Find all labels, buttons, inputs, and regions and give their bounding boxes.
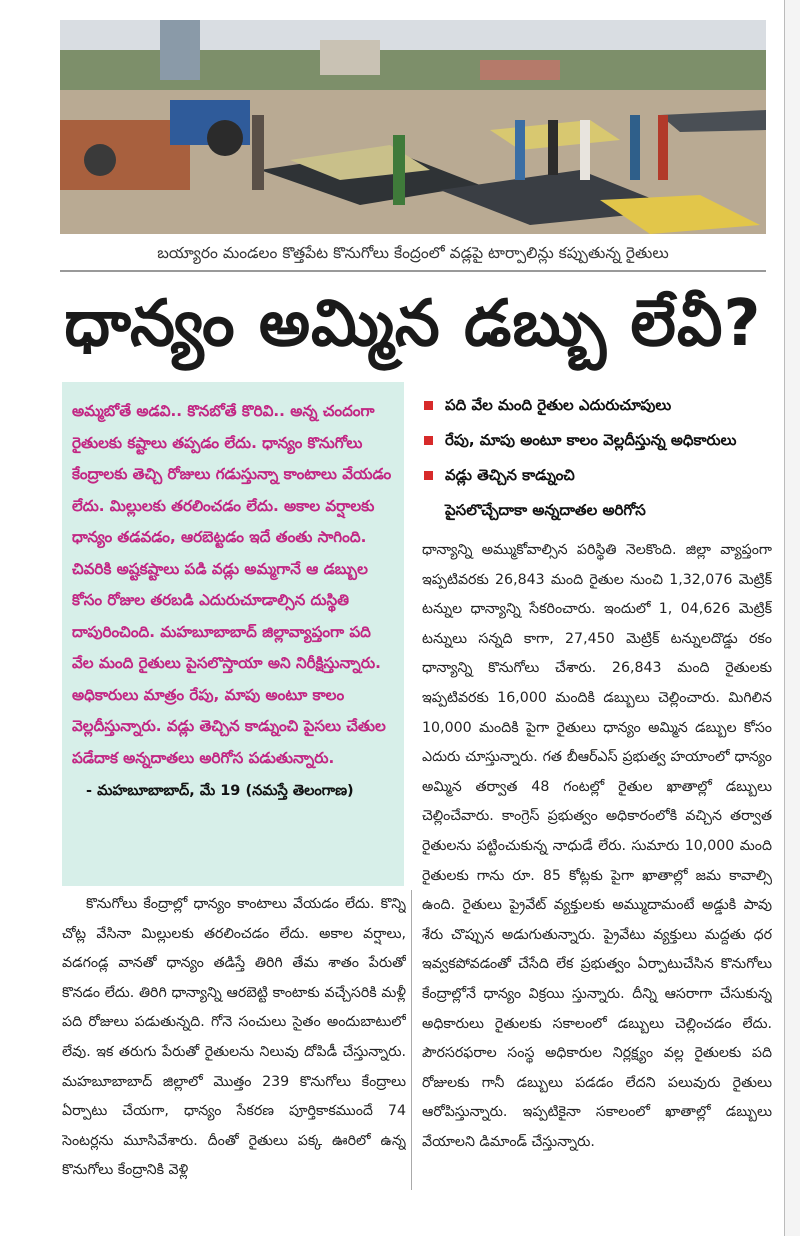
highlights-list <box>420 388 770 536</box>
article-column-left <box>62 890 406 1196</box>
article-column-right <box>422 536 772 1196</box>
highlight-text: పది వేల మంది రైతుల ఎదురుచూపులు <box>445 396 672 414</box>
bullet-square-icon <box>424 436 433 445</box>
bullet-square-icon <box>424 471 433 480</box>
photo-caption: బయ్యారం మండలం కొత్తపేట కొనుగోలు కేంద్రంలో వడ్లపై టార్పాలిన్లు కప్పుతున్న రైతులు <box>60 240 766 272</box>
headline: ధాన్యం అమ్మిన డబ్బు లేవీ? <box>64 286 762 361</box>
body-text-left: కొనుగోలు కేంద్రాల్లో ధాన్యం కాంటాలు వేయడం లేదు. కొన్ని చోట్ల వేసినా మిల్లులకు తరలించడం లేదు. అకాల వర్షాలు, వడగండ్ల వానతో ధాన్యం తడిస్తే తిరిగి తేమ శాతం పేరుతో కొనడం లేదు. తిరిగి ధాన్యాన్ని ఆరబెట్టి కాంటాకు వచ్చేసరికి మళ్లీ పది రోజులు పడుతున్నది. గోనె సంచులు సైతం అందుబాటులో లేవు. ఇక తరుగు పేరుతో రైతులను నిలువు దోపిడీ చేస్తున్నారు. మహబూబాబాద్ జిల్లాలో మొత్తం 239 కొనుగోలు కేంద్రాలు ఏర్పాటు చేయగా, ధాన్యం సేకరణ పూర్తికాకముందే 74 సెంటర్లను మూసివేశారు. దీంతో రైతులు పక్క ఊరిలో ఉన్న కొనుగోలు కేంద్రానికి వెళ్లి <box>62 896 406 1179</box>
dateline: - మహబూబాబాద్, మే 19 (నమస్తే తెలంగాణ) <box>86 783 354 799</box>
highlight-text-continued: పైసలొచ్చేదాకా అన్నదాతల అరిగోస <box>445 501 646 519</box>
intro-box <box>62 382 404 886</box>
highlight-item <box>420 423 770 458</box>
news-photo <box>60 20 766 234</box>
body-text-right: ధాన్యాన్ని అమ్ముకోవాల్సిన పరిస్థితి నెలకొంది. జిల్లా వ్యాప్తంగా ఇప్పటివరకు 26,843 మంది రైతుల నుంచి 1,32,076 మెట్రిక్ టన్నుల ధాన్యాన్ని సేకరించారు. ఇందులో 1, 04,626 మెట్రిక్ టన్నులు సన్నది కాగా, 27,450 మెట్రిక్ టన్నులదొడ్డు రకం ధాన్యాన్ని కొనుగోలు చేశారు. 26,843 మంది రైతులకు ఇప్పటివరకు 16,000 మందికి డబ్బులు చెల్లించారు. మిగిలిన 10,000 మందికి పైగా రైతులు ధాన్యం అమ్మిన డబ్బుల కోసం ఎదురు చూస్తున్నారు. గత బీఆర్ఎస్ ప్రభుత్వ హయాంలో ధాన్యం అమ్మిన తర్వాత 48 గంటల్లో రైతుల ఖాతాల్లో డబ్బులు చెల్లించేవారు. కాంగ్రెస్ ప్రభుత్వం అధికారంలోకి వచ్చిన తర్వాత రైతులను పట్టించుకున్న నాధుడే లేరు. సుమారు 10,000 మంది రైతులకు గాను రూ. 85 కోట్లకు పైగా ఖాతాల్లో జమ కావాల్సి ఉంది. రైతులు ప్రైవేట్ వ్యక్తులకు అమ్ముదామంటే అడ్డుకి పావు శేరు చొప్పున అడుగుతున్నారు. ప్రైవేటు వ్యక్తులు మద్దతు ధర ఇవ్వకపోవడంతో చేసేది లేక ప్రభుత్వం ఏర్పాటుచేసిన కొనుగోలు కేంద్రాల్లోనే ధాన్యం విక్రయి స్తున్నారు. దీన్ని ఆసరాగా చేసుకున్న అధికారులు రైతులకు సకాలంలో డబ్బులు చెల్లించడం లేదు. పౌరసరఫరాల సంస్థ అధికారుల నిర్లక్ష్యం వల్ల రైతులకు పది రోజులకు గానీ డబ్బులు పడడం లేదని పలువురు రైతులు ఆరోపిస్తున్నారు. ఇప్పటికైనా సకాలంలో ఖాతాల్లో డబ్బులు వేయాలని డిమాండ్ చేస్తున్నారు. <box>422 542 772 1150</box>
bullet-square-icon <box>424 401 433 410</box>
highlight-item <box>420 388 770 423</box>
column-divider <box>411 890 412 1190</box>
highlight-text: వడ్లు తెచ్చిన కాడ్నుంచి <box>445 466 575 484</box>
intro-text: అమ్మబోతే అడవి.. కొనబోతే కొరివి.. అన్న చందంగా రైతులకు కష్టాలు తప్పడం లేదు. ధాన్యం కొనుగోలు కేంద్రాలకు తెచ్చి రోజులు గడుస్తున్నా కాంటాలు వేయడం లేదు. మిల్లులకు తరలించడం లేదు. అకాల వర్షాలకు ధాన్యం తడవడం, ఆరబెట్టడం ఇదే తంతు సాగింది. చివరికి అష్టకష్టాలు పడి వడ్లు అమ్మగానే ఆ డబ్బుల కోసం రోజుల తరబడి ఎదురుచూడాల్సిన దుస్థితి దాపురించింది. మహబూబాబాద్ జిల్లావ్యాప్తంగా పది వేల మంది రైతులు పైసలొస్తాయా అని నిరీక్షిస్తున్నారు. అధికారులు మాత్రం రేపు, మాపు అంటూ కాలం వెల్లదీస్తున్నారు. వడ్లు తెచ్చిన కాడ్నుంచి పైసలు చేతుల పడేదాక అన్నదాతలు అరిగోస పడుతున్నారు. <box>72 402 392 767</box>
highlight-item <box>420 458 770 493</box>
highlight-text: రేపు, మాపు అంటూ కాలం వెల్లదీస్తున్న అధికారులు <box>445 431 737 449</box>
page-edge <box>784 0 800 1236</box>
